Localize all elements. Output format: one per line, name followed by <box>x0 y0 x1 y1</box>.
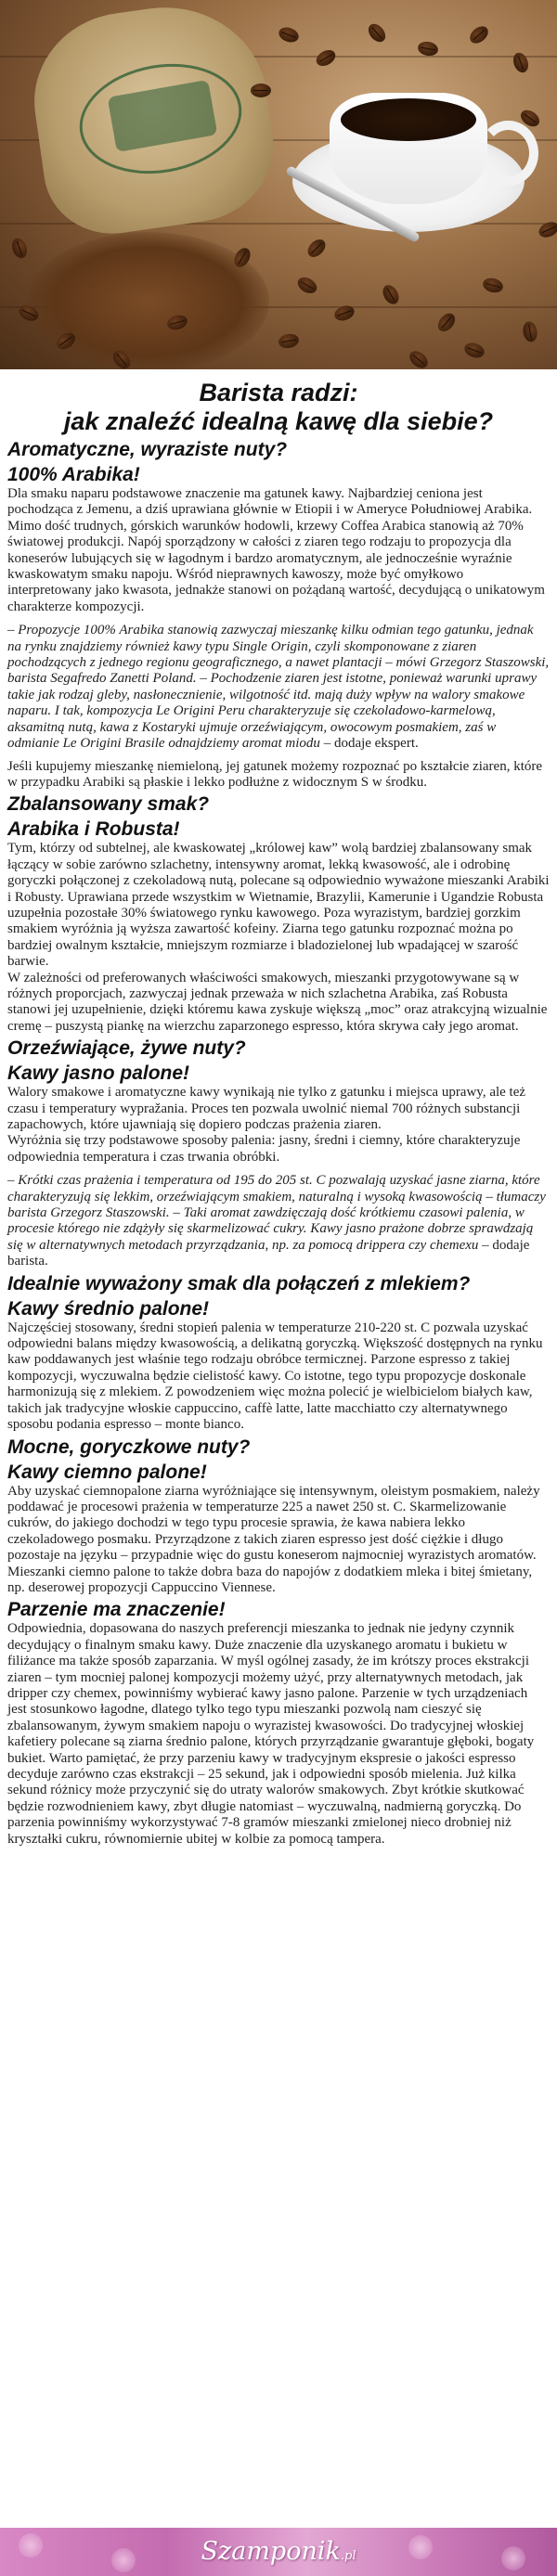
paragraph-text: Najczęściej stosowany, średni stopień palenia w temperaturze 210-220 st. C pozwala uzyskać odpowiedni balans między kwasowością, a delikatną goryczką. Większość dostępnych na rynku kaw poddawanych jest właśnie tego rodzaju obróbce termicznej. Parzone espresso z takiej kompozycji, wyczuwalna będzie cielistość kawy. Co istotne, tego typu propozycje doskonale harmonizują się z mlekiem. Z powodzeniem więc można polecić je wielbicielom białych kaw, takich jak tradycyjne włoskie cappuccino, caffè latte, latte macchiatto czy alternatywnego sposobu podania espresso – monte bianco. <box>7 1320 543 1433</box>
coffee-bean <box>278 332 300 350</box>
coffee-bean <box>511 51 531 75</box>
section-heading: Kawy jasno palone! <box>7 1063 190 1085</box>
paragraph-text: Jeśli kupujemy mieszankę niemieloną, jej gatunek możemy rozpoznać po kształcie ziaren, które w przypadku Arabiki są płaskie i lekko podłużne z widocznym S w środku. <box>7 758 543 790</box>
section-heading: Kawy średnio palone! <box>7 1297 210 1320</box>
section-heading: Mocne, goryczkowe nuty? <box>7 1436 251 1458</box>
paragraph-text: Walory smakowe i aromatyczne kawy wynikają nie tylko z gatunku i miejsca uprawy, ale też czasu i temperatury wypražania. Proces ten pozwala uwolnić niemal 700 różnych substancji zapachowych, które ujawniają się dopiero podczas prażenia ziaren. <box>7 1085 526 1132</box>
coffee-bean <box>380 282 402 307</box>
coffee-bean <box>9 237 30 261</box>
paragraph <box>7 1621 550 1848</box>
article <box>0 379 557 1848</box>
coffee-bean <box>417 40 439 58</box>
section-heading: Aromatyczne, wyraziste nuty? <box>7 439 288 460</box>
coffee-bean <box>434 310 459 334</box>
paragraph <box>7 1484 550 1597</box>
article-section <box>7 1436 550 1597</box>
section-heading: Idealnie wyważony smak dla połączeń z mlekiem? <box>7 1272 471 1294</box>
title-line-1: Barista radzi: <box>199 379 358 406</box>
section-heading: Zbalansowany smak? <box>7 793 210 816</box>
coffee-bean <box>295 275 320 297</box>
coffee-bean <box>277 25 301 45</box>
header-image <box>0 0 557 369</box>
paragraph-text: – Propozycje 100% Arabika stanowią zazwyczaj mieszankę kilku odmian tego gatunku, jednak na rynku znajdziemy również kawy typu Single Origin, czyli skomponowane z ziaren pochodzących z jednego regionu geograficznego, a nawet plantacji – mówi Grzegorz Staszowski, barista Segafredo Zanetti Poland. – Pochodzenie ziaren jest istotne, ponieważ warunki uprawy takie jak rodzaj gleby, nasłonecznienie, wilgotność itd. mają duży wpływ na walory smakowe naparu. I tak, kompozycja Le Origini Peru charakteryzuje się czekoladowo-karmelową, aksamitną nutą, kawa z Kostaryki ujmuje orzeźwiającym, owocowym posmakiem, zaś w odmianie Le Origini Brasile odnajdziemy aromat miodu <box>7 623 550 752</box>
coffee-bean <box>462 341 486 361</box>
paragraph-text: Dla smaku naparu podstawowe znaczenie ma gatunek kawy. Najbardziej ceniona jest pochodząca z Jemenu, a dziś uprawiana głównie w Etiopii i w Ameryce Południowej Arabika. Mimo dość trudnych, górskich warunków hodowli, krzewy Coffea Arabica stanowią aż 70% światowej produkcji. Napój sporządzony w całości z ziaren tego rodzaju to propozycja dla koneserów lubujących się w łagodnym i bardzo aromatycznym, ale jednocześnie wyraźnie kwaskowatym smaku napoju. Wśród nieprawnych kawoszy, może być omyłkowo interpretowany jako kwasota, jednakże stanowi on pożądaną wartość, decydującą o unikatowym charakterze kompozycji. <box>7 486 545 614</box>
paragraph <box>7 1133 550 1166</box>
coffee-bean <box>467 23 491 47</box>
article-section <box>7 1273 550 1434</box>
paragraph-text: – Krótki czas prażenia i temperatura od 195 do 205 st. C pozwalają uzyskać jasne ziarna, które charakteryzują się lekkim, orzeźwiającym smakiem, naturalną i wysoką kwasowością – tłumaczy barista Grzegorz Staszowski. – Taki aromat zawdzięczają dość krótkiemu czasowi palenia, w procesie którego nie zdążyły się skarmelizować cukry. Kawy jasno prażone dobrze sprawdzają się w alternatywnych metodach przyrządzania, np. za pomocą drippera czy chemexu <box>7 1173 546 1253</box>
coffee-bean <box>407 348 431 369</box>
paragraph <box>7 1173 550 1269</box>
paragraph-attribution: – dodaje ekspert. <box>319 736 419 752</box>
article-section <box>7 439 550 791</box>
section-heading: Arabika i Robusta! <box>7 818 180 841</box>
section-heading: Orzeźwiające, żywe nuty? <box>7 1037 246 1060</box>
paragraph-text: W zależności od preferowanych właściwości smakowych, mieszanki przygotowywane są w różnych proporcjach, zazwyczaj jednak przeważa w nich szlachetna Arabika, zaś Robusta stanowi jej uzupełnienie, dzięki któremu kawa zyskuje większą „moc” oraz atrakcyjną wizualnie cremę – puszystą piankę na wierzchu zaparzonego espresso, która skrywa cały jego aromat. <box>7 970 548 1034</box>
paragraph-text: Odpowiednia, dopasowana do naszych preferencji mieszanka to jednak nie jedyny czynnik decydujący o finalnym smaku kawy. Duże znaczenie dla uzyskanego aromatu i bukietu w filiżance ma także sposób zaparzania. W myśl ogólnej zasady, że im krótszy proces ekstrakcji ziaren – tym mocniej palonej kompozycji możemy użyć, przy alternatywnych metodach, jak dripper czy chemex, powinniśmy wybierać kawy jasno palone. Parzenie w tych urządzeniach jest stosunkowo łagodne, dlatego tylko tego typu mieszanki pozwolą nam cieszyć się zbalansowanym, żywym smakiem napoju o wyrazistej kwasowości. Do tradycyjnej włoskiej kafetiery polecane są ziarna średnio palone, których przyrządzanie gwarantuje głęboki, bogaty bukiet. Warto pamiętać, że przy parzeniu kawy w tradycyjnym ekspresie o jakości espresso decyduje zarówno czas ekstrakcji – 25 sekund, jak i odpowiedni sposób mielenia. Już kilka sekund różnicy może przyczynić się do utraty walorów smakowych. Zbyt krótkie skutkować będzie rozwodnieniem kawy, zbyt długie natomiast – wyczuwalną, nadmierną goryczką. Do parzenia powinniśmy wykorzystywać 7-8 gramów mieszanki zmielonej nieco drobniej niż kryształki cukru, równomiernie ubitej w kolbie za pomocą tampera. <box>7 1621 535 1847</box>
article-section <box>7 793 550 1035</box>
coffee-bean <box>365 20 389 45</box>
footer-banner <box>0 2528 557 2576</box>
paragraph <box>7 486 550 615</box>
coffee-bean <box>304 236 329 260</box>
article-section <box>7 1599 550 1848</box>
coffee-bean <box>481 276 504 294</box>
paragraph <box>7 1320 550 1434</box>
paragraph-text: Wyróżnia się trzy podstawowe sposoby palenia: jasny, średni i ciemny, które charakteryzuje odpowiednia temperatura i czas trwania obróbki. <box>7 1133 521 1165</box>
article-section <box>7 1037 550 1269</box>
section-heading: Parzenie ma znaczenie! <box>7 1599 226 1621</box>
site-logo[interactable]: Szamponik.pl <box>201 2537 356 2566</box>
paragraph <box>7 971 550 1036</box>
page-title <box>7 379 550 436</box>
paragraph <box>7 1085 550 1133</box>
paragraph-text: Aby uzyskać ciemnopalone ziarna wyróżniające się intensywnym, oleistym posmakiem, należy poddawać je procesowi prażenia w temperaturze 225 a nawet 250 st. C. Skarmelizowanie cukrów, do jakiego dochodzi w tego typu procesie sprawia, że kawa nabiera lekko czekoladowego posmaku. Przyrządzone z takich ziaren espresso jest dość ciężkie i długo pozostaje na języku – przypadnie więc do gustu koneserom najmocniej wyrazistych aromatów. Mieszanki ciemno palone to także dobra baza do napojów z dodatkiem mleka i bitej śmietany, np. deserowej propozycji Cappuccino Viennese. <box>7 1483 540 1595</box>
paragraph-text: Tym, którzy od subtelnej, ale kwaskowatej „królowej kaw” wolą bardziej zbalansowany smak łączący w sobie zarówno szlachetny, intensywny aromat, lekką kwasowość, ale i odrobinę goryczki połączonej z czekoladową nutą, polecane są odpowiednio wyważone mieszanki Arabiki i Robusty. Uprawiana przede wszystkim w Wietnamie, Brazylii, Kamerunie i Ugandzie Robusta uzupełnia pozostałe 30% światowego rynku kawowego. Poza wyrazistym, bardziej gorzkim smakiem wyróżnia ją wyższa zawartość kofeiny. Ziarna tego gatunku rozpoznać można po bardziej owalnym kształcie, mniejszym rozmiarze i bladozielonej lub wpadającej w szarość barwie. <box>7 841 550 970</box>
paragraph <box>7 623 550 752</box>
title-line-2: jak znaleźć idealną kawę dla siebie? <box>63 407 494 435</box>
coffee-bean <box>314 47 339 70</box>
section-heading: Kawy ciemno palone! <box>7 1461 207 1483</box>
paragraph-attribution: – dodaje barista. <box>7 1237 530 1269</box>
paragraph <box>7 841 550 970</box>
section-heading: 100% Arabika! <box>7 464 140 485</box>
paragraph <box>7 759 550 792</box>
coffee-bean <box>251 84 271 97</box>
coffee-bean <box>522 320 539 342</box>
